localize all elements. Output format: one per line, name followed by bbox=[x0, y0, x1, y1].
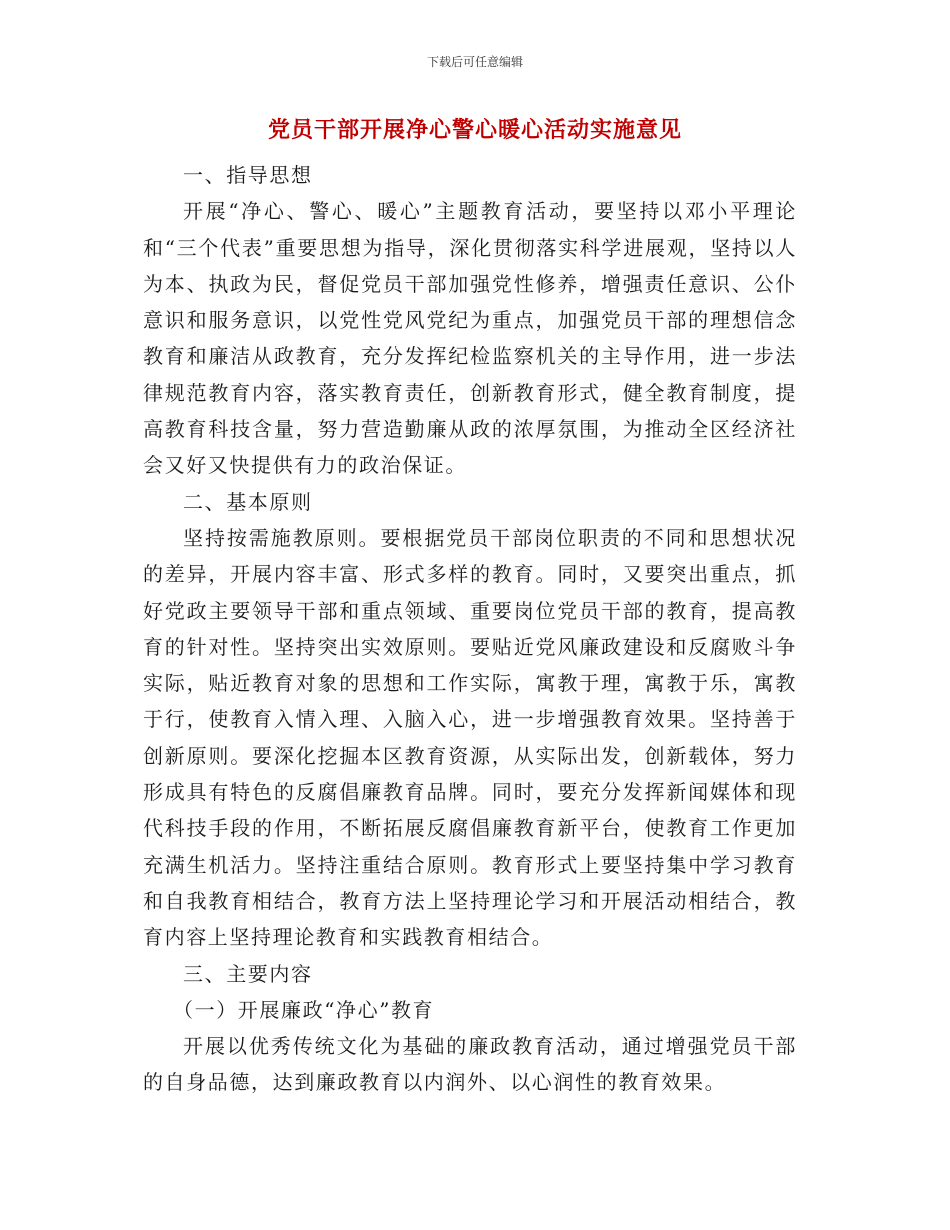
section-3-paragraph: 开展以优秀传统文化为基础的廉政教育活动，通过增强党员干部的自身品德，达到廉政教育以内润外、以心润性的教育效果。 bbox=[143, 1034, 797, 1095]
section-3-subheading: （一）开展廉政“净心”教育 bbox=[173, 997, 435, 1022]
document-title: 党员干部开展净心警心暖心活动实施意见 bbox=[267, 117, 682, 143]
section-2-paragraph: 坚持按需施教原则。要根据党员干部岗位职责的不同和思想状况的差异，开展内容丰富、形式多样的教育。同时，又要突出重点，抓好党政主要领导干部和重点领域、重要岗位党员干部的教育，提高教育的针对性。坚持突出实效原则。要贴近党风廉政建设和反腐败斗争实际，贴近教育对象的思想和工作实际，寓教于理，寓教于乐，寓教于行，使教育入情入理、入脑入心，进一步增强教育效果。坚持善于创新原则。要深化挖掘本区教育资源，从实际出发，创新载体，努力形成具有特色的反腐倡廉教育品牌。同时，要充分发挥新闻媒体和现代科技手段的作用，不断拓展反腐倡廉教育新平台，使教育工作更加充满生机活力。坚持注重结合原则。教育形式上要坚持集中学习教育和自我教育相结合，教育方法上坚持理论学习和开展活动相结合，教育内容上坚持理论教育和实践教育相结合。 bbox=[143, 525, 797, 950]
section-heading-2: 二、基本原则 bbox=[183, 489, 313, 514]
section-heading-1: 一、指导思想 bbox=[183, 163, 313, 187]
document-body bbox=[143, 157, 797, 1101]
header-note: 下载后可任意编辑 bbox=[426, 55, 523, 69]
section-heading-3: 三、主要内容 bbox=[183, 961, 313, 986]
section-1-paragraph: 开展“净心、警心、暖心”主题教育活动，要坚持以邓小平理论和“三个代表”重要思想为指导，深化贯彻落实科学进展观，坚持以人为本、执政为民，督促党员干部加强党性修养，增强责任意识、公仆意识和服务意识，以党性党风党纪为重点，加强党员干部的理想信念教育和廉洁从政教育，充分发挥纪检监察机关的主导作用，进一步法律规范教育内容，落实教育责任，创新教育形式，健全教育制度，提高教育科技含量，努力营造勤廉从政的浓厚氛围，为推动全区经济社会又好又快提供有力的政治保证。 bbox=[143, 199, 797, 478]
